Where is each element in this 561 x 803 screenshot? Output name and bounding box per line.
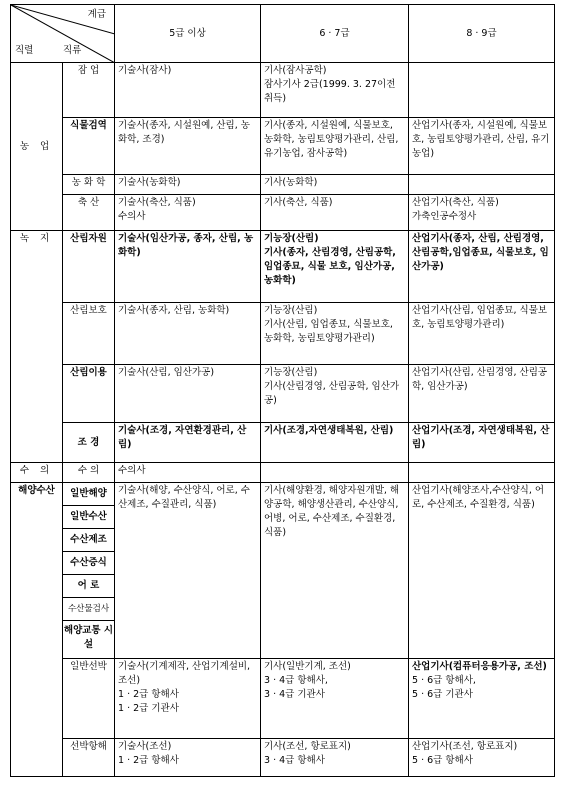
series-cell-marine: 해양수산 xyxy=(11,483,63,777)
grade8-9-cell xyxy=(409,303,555,365)
field-label-aquaculture: 수산증식 xyxy=(63,552,114,575)
field-cell: 농 화 학 xyxy=(63,175,115,195)
field-label-fish-processing: 수산제조 xyxy=(63,529,114,552)
qualification-line: 기능장(산림) xyxy=(264,305,318,316)
grade6-7-cell xyxy=(261,365,409,423)
qualification-line: 잠사기사 2급(1999. 3. 27이전 취득) xyxy=(264,79,396,104)
grade5-cell xyxy=(115,118,261,175)
qualification-line: 기사(조경,자연생태복원, 산림) xyxy=(264,425,394,436)
qualification-line: 기술사(기계제작, 산업기계설비, 조선) xyxy=(118,661,251,686)
field-cell: 산림보호 xyxy=(63,303,115,365)
header-corner-cell xyxy=(11,5,115,63)
qualification-line: 기사(산림경영, 산림공학, 임산가공) xyxy=(264,381,400,406)
grade8-9-cell xyxy=(409,423,555,463)
field-cell: 산림자원 xyxy=(63,231,115,303)
qualification-line: 3 · 4급 항해사 xyxy=(264,755,325,766)
qualification-line: 기사(산림, 임업종묘, 식물보호, 농화학, 농림토양평가관리) xyxy=(264,319,393,344)
field-cell: 산림이용 xyxy=(63,365,115,423)
qualification-line: 산업기사(종자, 시설원예, 식물보호, 농림토양평가관리, 산림, 유기농업) xyxy=(412,120,550,159)
qualification-line: 가축인공수정사 xyxy=(412,211,477,222)
grade6-7-cell xyxy=(261,463,409,483)
qualification-line: 기술사(조선) xyxy=(118,741,172,752)
field-cell: 수 의 xyxy=(63,463,115,483)
qualification-line: 3 · 4급 기관사 xyxy=(264,689,325,700)
table-row xyxy=(11,463,555,483)
qualification-line: 산업기사(해양조사,수산양식, 어로, 수산제조, 수질환경, 식품) xyxy=(412,485,545,510)
qualification-line: 기술사(잠사) xyxy=(118,65,172,76)
grade8-9-cell xyxy=(409,175,555,195)
qualification-line: 1 · 2급 항해사 xyxy=(118,755,179,766)
grade8-9-cell xyxy=(409,483,555,659)
qualification-line: 기사(종자, 시설원예, 식물보호, 농화학, 농림토양평가관리, 산림, 유기농업, 잠사공학) xyxy=(264,120,399,159)
series-cell-veterinary: 수 의 xyxy=(11,463,63,483)
table-row xyxy=(11,63,555,118)
qualification-line: 수의사 xyxy=(118,465,146,476)
qualification-line: 산업기사(산림, 임업종묘, 식물보호, 농림토양평가관리) xyxy=(412,305,548,330)
qualification-line: 5 · 6급 항해사, xyxy=(412,675,476,686)
column-header-grade5: 5급 이상 xyxy=(115,5,261,63)
qualification-line: 기사(종자, 산림경영, 산림공학, 임업종묘, 식물 보호, 임산가공, 농화학) xyxy=(264,247,396,286)
grade5-cell xyxy=(115,231,261,303)
grade6-7-cell xyxy=(261,739,409,777)
qualification-line: 산업기사(축산, 식품) xyxy=(412,197,499,208)
grade8-9-cell xyxy=(409,231,555,303)
field-cell: 선박항해 xyxy=(63,739,115,777)
grade5-cell xyxy=(115,195,261,231)
qualification-line: 5 · 6급 항해사 xyxy=(412,755,473,766)
field-cell: 잠 업 xyxy=(63,63,115,118)
grade5-cell xyxy=(115,63,261,118)
qualification-line: 산업기사(산림, 산림경영, 산림공학, 임산가공) xyxy=(412,367,548,392)
qualification-line: 기술사(종자, 시설원예, 산림, 농화학, 조경) xyxy=(118,120,250,145)
grade6-7-cell xyxy=(261,303,409,365)
field-cell: 조 경 xyxy=(63,423,115,463)
qualification-line: 기사(조선, 항로표지) xyxy=(264,741,351,752)
grade5-cell xyxy=(115,365,261,423)
table-row xyxy=(11,659,555,739)
grade6-7-cell xyxy=(261,63,409,118)
qualification-line: 기사(잠사공학) xyxy=(264,65,327,76)
qualification-line: 기사(농화학) xyxy=(264,177,318,188)
qualification-line: 기술사(축산, 식품) xyxy=(118,197,196,208)
qualification-line: 산업기사(컴퓨터응용가공, 조선) xyxy=(412,661,547,672)
qualification-line: 3 · 4급 항해사, xyxy=(264,675,328,686)
qualification-line: 기술사(종자, 산림, 농화학) xyxy=(118,305,230,316)
qualification-line: 기사(해양환경, 해양자원개발, 해양공학, 해양생산관리, 수산양식, 어병, 어로, 수산제조, 수질환경, 식품) xyxy=(264,485,400,538)
grade-label: 계급 xyxy=(87,9,106,20)
field-cell-stack xyxy=(63,483,115,659)
grade6-7-cell xyxy=(261,231,409,303)
field-cell: 식물검역 xyxy=(63,118,115,175)
table-row xyxy=(11,483,555,659)
grade8-9-cell xyxy=(409,63,555,118)
grade5-cell xyxy=(115,303,261,365)
series-cell-greenery: 녹 지 xyxy=(11,231,63,463)
grade8-9-cell xyxy=(409,659,555,739)
grade8-9-cell xyxy=(409,463,555,483)
qualification-line: 기술사(임산가공, 종자, 산림, 농화학) xyxy=(118,233,254,258)
grade5-cell xyxy=(115,175,261,195)
column-header-grade6-7: 6 · 7급 xyxy=(261,5,409,63)
grade8-9-cell xyxy=(409,739,555,777)
qualification-line: 기술사(해양, 수산양식, 어로, 수산제조, 수질관리, 식품) xyxy=(118,485,250,510)
column-header-grade8-9: 8 · 9급 xyxy=(409,5,555,63)
field-label-seafood-inspection: 수산물검사 xyxy=(63,598,114,621)
qualification-line: 기술사(조경, 자연환경관리, 산림) xyxy=(118,425,247,450)
series-cell-agriculture: 농 업 xyxy=(11,63,63,231)
grade6-7-cell xyxy=(261,118,409,175)
grade6-7-cell xyxy=(261,423,409,463)
grade6-7-cell xyxy=(261,659,409,739)
field-label-marine-traffic: 해양교통 시 설 xyxy=(63,625,114,650)
qualification-line: 1 · 2급 항해사 xyxy=(118,689,179,700)
table-row xyxy=(11,175,555,195)
grade5-cell xyxy=(115,483,261,659)
field-cell: 일반선박 xyxy=(63,659,115,739)
table-row xyxy=(11,231,555,303)
grade8-9-cell xyxy=(409,195,555,231)
grade6-7-cell xyxy=(261,483,409,659)
grade5-cell xyxy=(115,463,261,483)
field-label-general-marine: 일반해양 xyxy=(63,483,114,506)
field-cell: 축 산 xyxy=(63,195,115,231)
table-row xyxy=(11,195,555,231)
grade6-7-cell xyxy=(261,175,409,195)
grade5-cell xyxy=(115,659,261,739)
qualification-line: 산업기사(종자, 산림, 산림경영, 산림공학,임업종묘, 식물보호, 임산가공) xyxy=(412,233,549,272)
qualification-line: 기능장(산림) xyxy=(264,367,318,378)
qualification-line: 수의사 xyxy=(118,211,146,222)
qualification-line: 1 · 2급 기관사 xyxy=(118,703,179,714)
field-label-general-fisheries: 일반수산 xyxy=(63,506,114,529)
field-label: 직류 xyxy=(63,45,82,56)
table-row xyxy=(11,423,555,463)
grade8-9-cell xyxy=(409,365,555,423)
qualification-line: 기능장(산림) xyxy=(264,233,319,244)
table-row xyxy=(11,303,555,365)
table-row xyxy=(11,118,555,175)
qualification-line: 5 · 6급 기관사 xyxy=(412,689,473,700)
qualification-line: 산업기사(조선, 항로표지) xyxy=(412,741,518,752)
qualification-line: 산업기사(조경, 자연생태복원, 산림) xyxy=(412,425,550,450)
qualification-line: 기술사(산림, 임산가공) xyxy=(118,367,215,378)
grade5-cell xyxy=(115,423,261,463)
series-label: 직렬 xyxy=(15,45,34,56)
qualification-line: 기사(축산, 식품) xyxy=(264,197,333,208)
grade8-9-cell xyxy=(409,118,555,175)
table-row xyxy=(11,365,555,423)
table-row xyxy=(11,739,555,777)
qualification-table xyxy=(10,4,555,777)
qualification-line: 기사(일반기계, 조선) xyxy=(264,661,351,672)
grade5-cell xyxy=(115,739,261,777)
qualification-line: 기술사(농화학) xyxy=(118,177,181,188)
field-label-fishing: 어 로 xyxy=(63,575,114,598)
grade6-7-cell xyxy=(261,195,409,231)
